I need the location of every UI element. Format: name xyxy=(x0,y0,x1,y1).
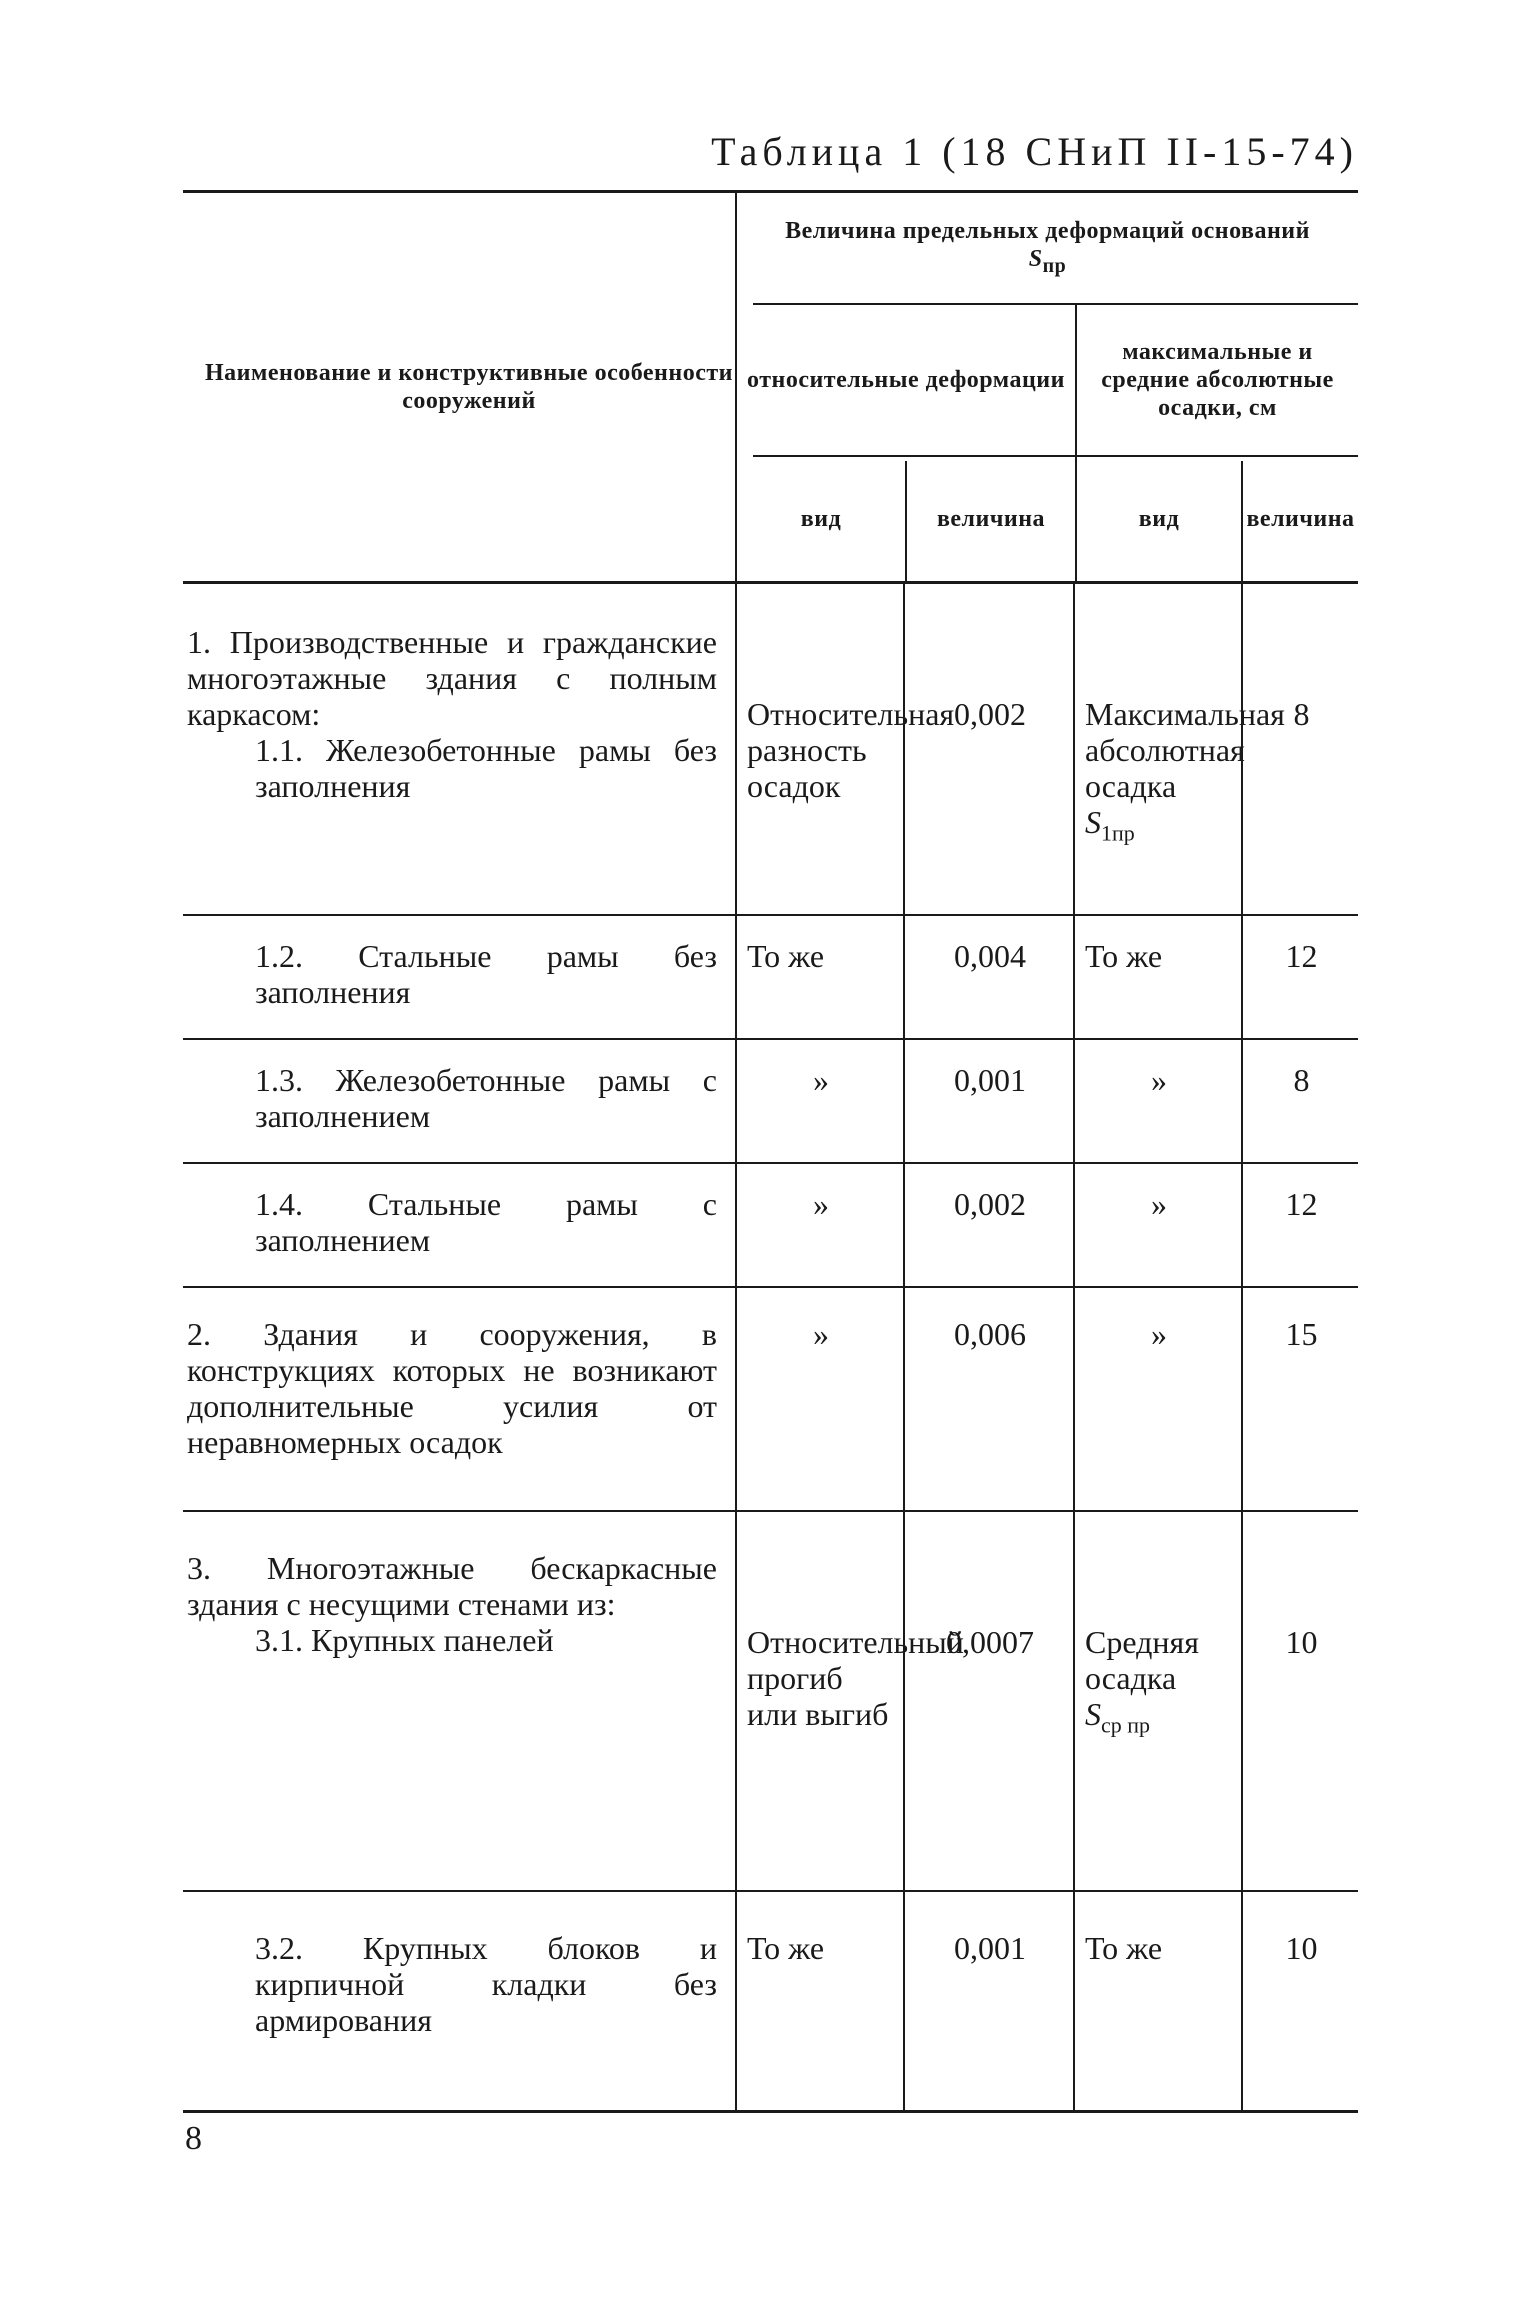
relative-value: 0,004 xyxy=(903,916,1073,1038)
absolute-kind: » xyxy=(1073,1164,1241,1286)
structure-name: 2. Здания и сооружения, в конструкциях которых не возникают дополнительные усилия от неравномерных осадок xyxy=(187,1316,717,1460)
relative-kind: » xyxy=(735,1040,903,1162)
absolute-value: 12 xyxy=(1241,916,1358,1038)
settlement-symbol: $S_{ср пр}$ xyxy=(1085,1696,1151,1738)
relative-value: 0,002 xyxy=(903,1164,1073,1286)
structure-name: 1.4. Стальные рамы с заполнением xyxy=(255,1186,717,1258)
table-row xyxy=(183,1164,1358,1288)
relative-value: 0,006 xyxy=(903,1288,1073,1510)
table-row xyxy=(183,916,1358,1040)
relative-kind: » xyxy=(735,1288,903,1510)
page-number: 8 xyxy=(185,2120,202,2157)
group-title: 1. Производственные и гражданские многоэтажные здания с полным каркасом: xyxy=(187,624,717,732)
structure-name xyxy=(183,584,735,914)
relative-kind: То же xyxy=(735,1892,903,2110)
relative-value: 0,001 xyxy=(903,1040,1073,1162)
table-row xyxy=(183,1512,1358,1892)
absolute-value: 15 xyxy=(1241,1288,1358,1510)
header-group-symbol: $S_{пр}$ xyxy=(1028,245,1067,277)
absolute-kind: Максимальная абсолютная осадка $S_{1пр}$ xyxy=(1073,584,1241,914)
header-kind-absolute: вид xyxy=(1138,506,1180,532)
absolute-value: 8 xyxy=(1241,1040,1358,1162)
table-row xyxy=(183,1892,1358,2110)
relative-value: 0,001 xyxy=(903,1892,1073,2110)
header-name-column: Наименование и конструктивные особенности сооружений xyxy=(205,360,733,414)
header-relative: относительные деформации xyxy=(747,367,1065,393)
structure-name: 1.3. Железобетонные рамы с заполнением xyxy=(255,1062,717,1134)
absolute-value: 12 xyxy=(1241,1164,1358,1286)
absolute-kind: » xyxy=(1073,1040,1241,1162)
header-group: Величина предельных деформаций оснований $S_{пр}$ xyxy=(737,203,1358,293)
deformation-limits-table xyxy=(183,190,1358,2113)
table-header xyxy=(183,193,1358,584)
group-title: 3. Многоэтажные бескаркасные здания с несущими стенами из: xyxy=(187,1550,717,1622)
absolute-value: 10 xyxy=(1241,1892,1358,2110)
relative-kind: » xyxy=(735,1164,903,1286)
table-caption: Таблица 1 (18 СНиП II-15-74) xyxy=(711,129,1358,174)
header-absolute: максимальные и средние абсолютные осадки, см xyxy=(1101,339,1334,421)
absolute-value: 10 xyxy=(1241,1512,1358,1890)
absolute-kind: То же xyxy=(1073,1892,1241,2110)
absolute-kind: То же xyxy=(1073,916,1241,1038)
item-name: 1.1. Железобетонные рамы без заполнения xyxy=(255,732,717,804)
header-value-relative: величина xyxy=(936,506,1046,532)
relative-kind: Относительный прогиб или выгиб xyxy=(735,1512,903,1890)
table-row xyxy=(183,584,1358,916)
table-row xyxy=(183,1288,1358,1512)
header-value-absolute: величина xyxy=(1246,506,1355,532)
header-kind-relative: вид xyxy=(800,506,842,532)
structure-name xyxy=(183,1512,735,1890)
absolute-kind: » xyxy=(1073,1288,1241,1510)
absolute-kind: Средняя осадка $S_{ср пр}$ xyxy=(1073,1512,1241,1890)
absolute-value: 8 xyxy=(1241,584,1358,914)
relative-kind: То же xyxy=(735,916,903,1038)
relative-value: 0,002 xyxy=(903,584,1073,914)
relative-kind: Относительная разность осадок xyxy=(735,584,903,914)
settlement-symbol: $S_{1пр}$ xyxy=(1085,804,1135,846)
table-row xyxy=(183,1040,1358,1164)
structure-name: 3.2. Крупных блоков и кирпичной кладки без армирования xyxy=(255,1930,717,2038)
item-name: 3.1. Крупных панелей xyxy=(255,1622,554,1658)
relative-value: 0,0007 xyxy=(903,1512,1073,1890)
structure-name: 1.2. Стальные рамы без заполнения xyxy=(255,938,717,1010)
